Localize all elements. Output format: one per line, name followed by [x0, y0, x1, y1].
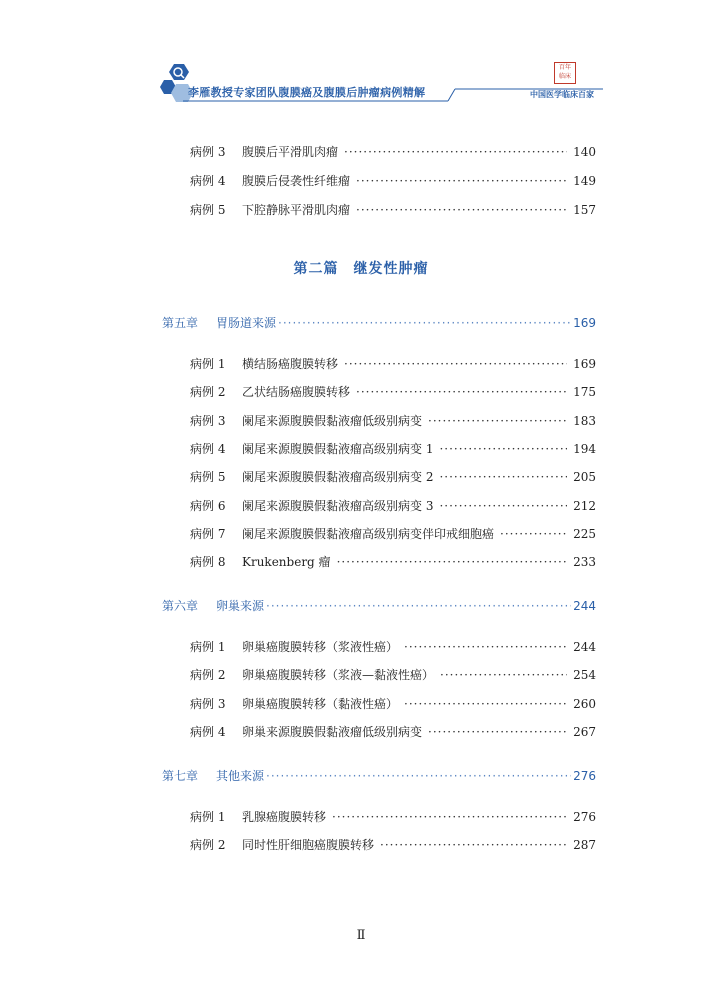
toc-case-entry[interactable]	[190, 666, 596, 683]
case-title: 阑尾来源腹膜假黏液瘤高级别病变 3	[242, 499, 434, 513]
case-page: 175	[573, 385, 596, 399]
dot-leader	[380, 838, 567, 852]
case-title: 腹膜后平滑肌肉瘤	[242, 145, 339, 159]
toc-case-entry[interactable]	[190, 383, 596, 400]
case-number: 病例 2	[190, 838, 226, 852]
toc-case-entry[interactable]	[190, 497, 596, 514]
dot-leader	[266, 769, 571, 783]
seal-logo: 百年 临床	[554, 62, 576, 84]
case-number: 病例 5	[190, 203, 226, 217]
toc-chapter-entry[interactable]	[162, 767, 596, 784]
case-number: 病例 4	[190, 725, 226, 739]
chapter-page: 244	[573, 599, 596, 613]
dot-leader	[428, 725, 567, 739]
toc-case-entry[interactable]	[190, 723, 596, 740]
case-page: 194	[573, 442, 596, 456]
case-title: 乳腺癌腹膜转移	[242, 810, 327, 824]
dot-leader	[404, 640, 567, 654]
toc-case-entry[interactable]	[190, 553, 596, 570]
case-page: 212	[573, 499, 596, 513]
case-page: 233	[573, 555, 596, 569]
case-number: 病例 1	[190, 357, 226, 371]
page-number: Ⅱ	[356, 928, 366, 943]
dot-leader	[439, 442, 567, 456]
page-header	[0, 0, 722, 110]
case-page: 205	[573, 470, 596, 484]
dot-leader	[332, 810, 567, 824]
case-number: 病例 4	[190, 442, 226, 456]
book-title: 李雁教授专家团队腹膜癌及腹膜后肿瘤病例精解	[188, 86, 426, 99]
case-number: 病例 7	[190, 527, 226, 541]
case-page: 225	[573, 527, 596, 541]
case-number: 病例 6	[190, 499, 226, 513]
toc-case-entry[interactable]	[190, 201, 596, 218]
case-title: 横结肠癌腹膜转移	[242, 357, 339, 371]
chapter-number: 第五章	[162, 316, 199, 330]
toc-case-entry[interactable]	[190, 412, 596, 429]
toc-case-entry[interactable]	[190, 355, 596, 372]
dot-leader	[356, 385, 567, 399]
case-title: 阑尾来源腹膜假黏液瘤高级别病变伴印戒细胞癌	[242, 527, 495, 541]
dot-leader	[404, 697, 567, 711]
case-number: 病例 2	[190, 385, 226, 399]
case-title: 下腔静脉平滑肌肉瘤	[242, 203, 351, 217]
case-title: Krukenberg 瘤	[242, 555, 331, 569]
case-title: 卵巢癌腹膜转移（浆液—黏液性癌）	[242, 668, 435, 682]
dot-leader	[356, 203, 567, 217]
chapter-page: 276	[573, 769, 596, 783]
toc-case-entry[interactable]	[190, 440, 596, 457]
chapter-page: 169	[573, 316, 596, 330]
part-heading: 第二篇 继发性肿瘤	[293, 261, 429, 277]
case-number: 病例 5	[190, 470, 226, 484]
dot-leader	[439, 499, 567, 513]
case-page: 267	[573, 725, 596, 739]
dot-leader	[428, 414, 567, 428]
case-title: 乙状结肠癌腹膜转移	[242, 385, 351, 399]
case-number: 病例 8	[190, 555, 226, 569]
case-title: 卵巢癌腹膜转移（浆液性癌）	[242, 640, 399, 654]
toc-chapter-entry[interactable]	[162, 314, 596, 331]
toc-chapter-entry[interactable]	[162, 597, 596, 614]
toc-case-entry[interactable]	[190, 638, 596, 655]
case-page: 287	[573, 838, 596, 852]
dot-leader	[439, 470, 567, 484]
dot-leader	[344, 145, 567, 159]
toc-case-entry[interactable]	[190, 143, 596, 160]
chapter-number: 第六章	[162, 599, 199, 613]
case-title: 阑尾来源腹膜假黏液瘤高级别病变 2	[242, 470, 434, 484]
case-page: 260	[573, 697, 596, 711]
case-number: 病例 1	[190, 810, 226, 824]
case-title: 卵巢来源腹膜假黏液瘤低级别病变	[242, 725, 423, 739]
toc-case-entry[interactable]	[190, 525, 596, 542]
case-page: 140	[573, 145, 596, 159]
case-number: 病例 1	[190, 640, 226, 654]
chapter-title: 胃肠道来源	[216, 316, 277, 330]
case-title: 卵巢癌腹膜转移（黏液性癌）	[242, 697, 399, 711]
case-page: 183	[573, 414, 596, 428]
dot-leader	[344, 357, 567, 371]
case-page: 244	[573, 640, 596, 654]
case-number: 病例 3	[190, 697, 226, 711]
case-title: 阑尾来源腹膜假黏液瘤高级别病变 1	[242, 442, 434, 456]
case-number: 病例 4	[190, 174, 226, 188]
series-name: 中国医学临床百家	[530, 90, 594, 99]
dot-leader	[440, 668, 567, 682]
case-page: 169	[573, 357, 596, 371]
chapter-title: 卵巢来源	[216, 599, 265, 613]
dot-leader	[266, 599, 571, 613]
toc-case-entry[interactable]	[190, 836, 596, 853]
case-title: 同时性肝细胞癌腹膜转移	[242, 838, 375, 852]
chapter-title: 其他来源	[216, 769, 265, 783]
case-number: 病例 3	[190, 145, 226, 159]
toc-case-entry[interactable]	[190, 468, 596, 485]
dot-leader	[337, 555, 568, 569]
case-title: 阑尾来源腹膜假黏液瘤低级别病变	[242, 414, 423, 428]
toc-case-entry[interactable]	[190, 172, 596, 189]
case-page: 276	[573, 810, 596, 824]
case-number: 病例 2	[190, 668, 226, 682]
case-page: 157	[573, 203, 596, 217]
case-page: 254	[573, 668, 596, 682]
toc-case-entry[interactable]	[190, 695, 596, 712]
dot-leader	[356, 174, 567, 188]
dot-leader	[278, 316, 571, 330]
case-title: 腹膜后侵袭性纤维瘤	[242, 174, 351, 188]
case-number: 病例 3	[190, 414, 226, 428]
toc-case-entry[interactable]	[190, 808, 596, 825]
case-page: 149	[573, 174, 596, 188]
dot-leader	[500, 527, 567, 541]
chapter-number: 第七章	[162, 769, 199, 783]
